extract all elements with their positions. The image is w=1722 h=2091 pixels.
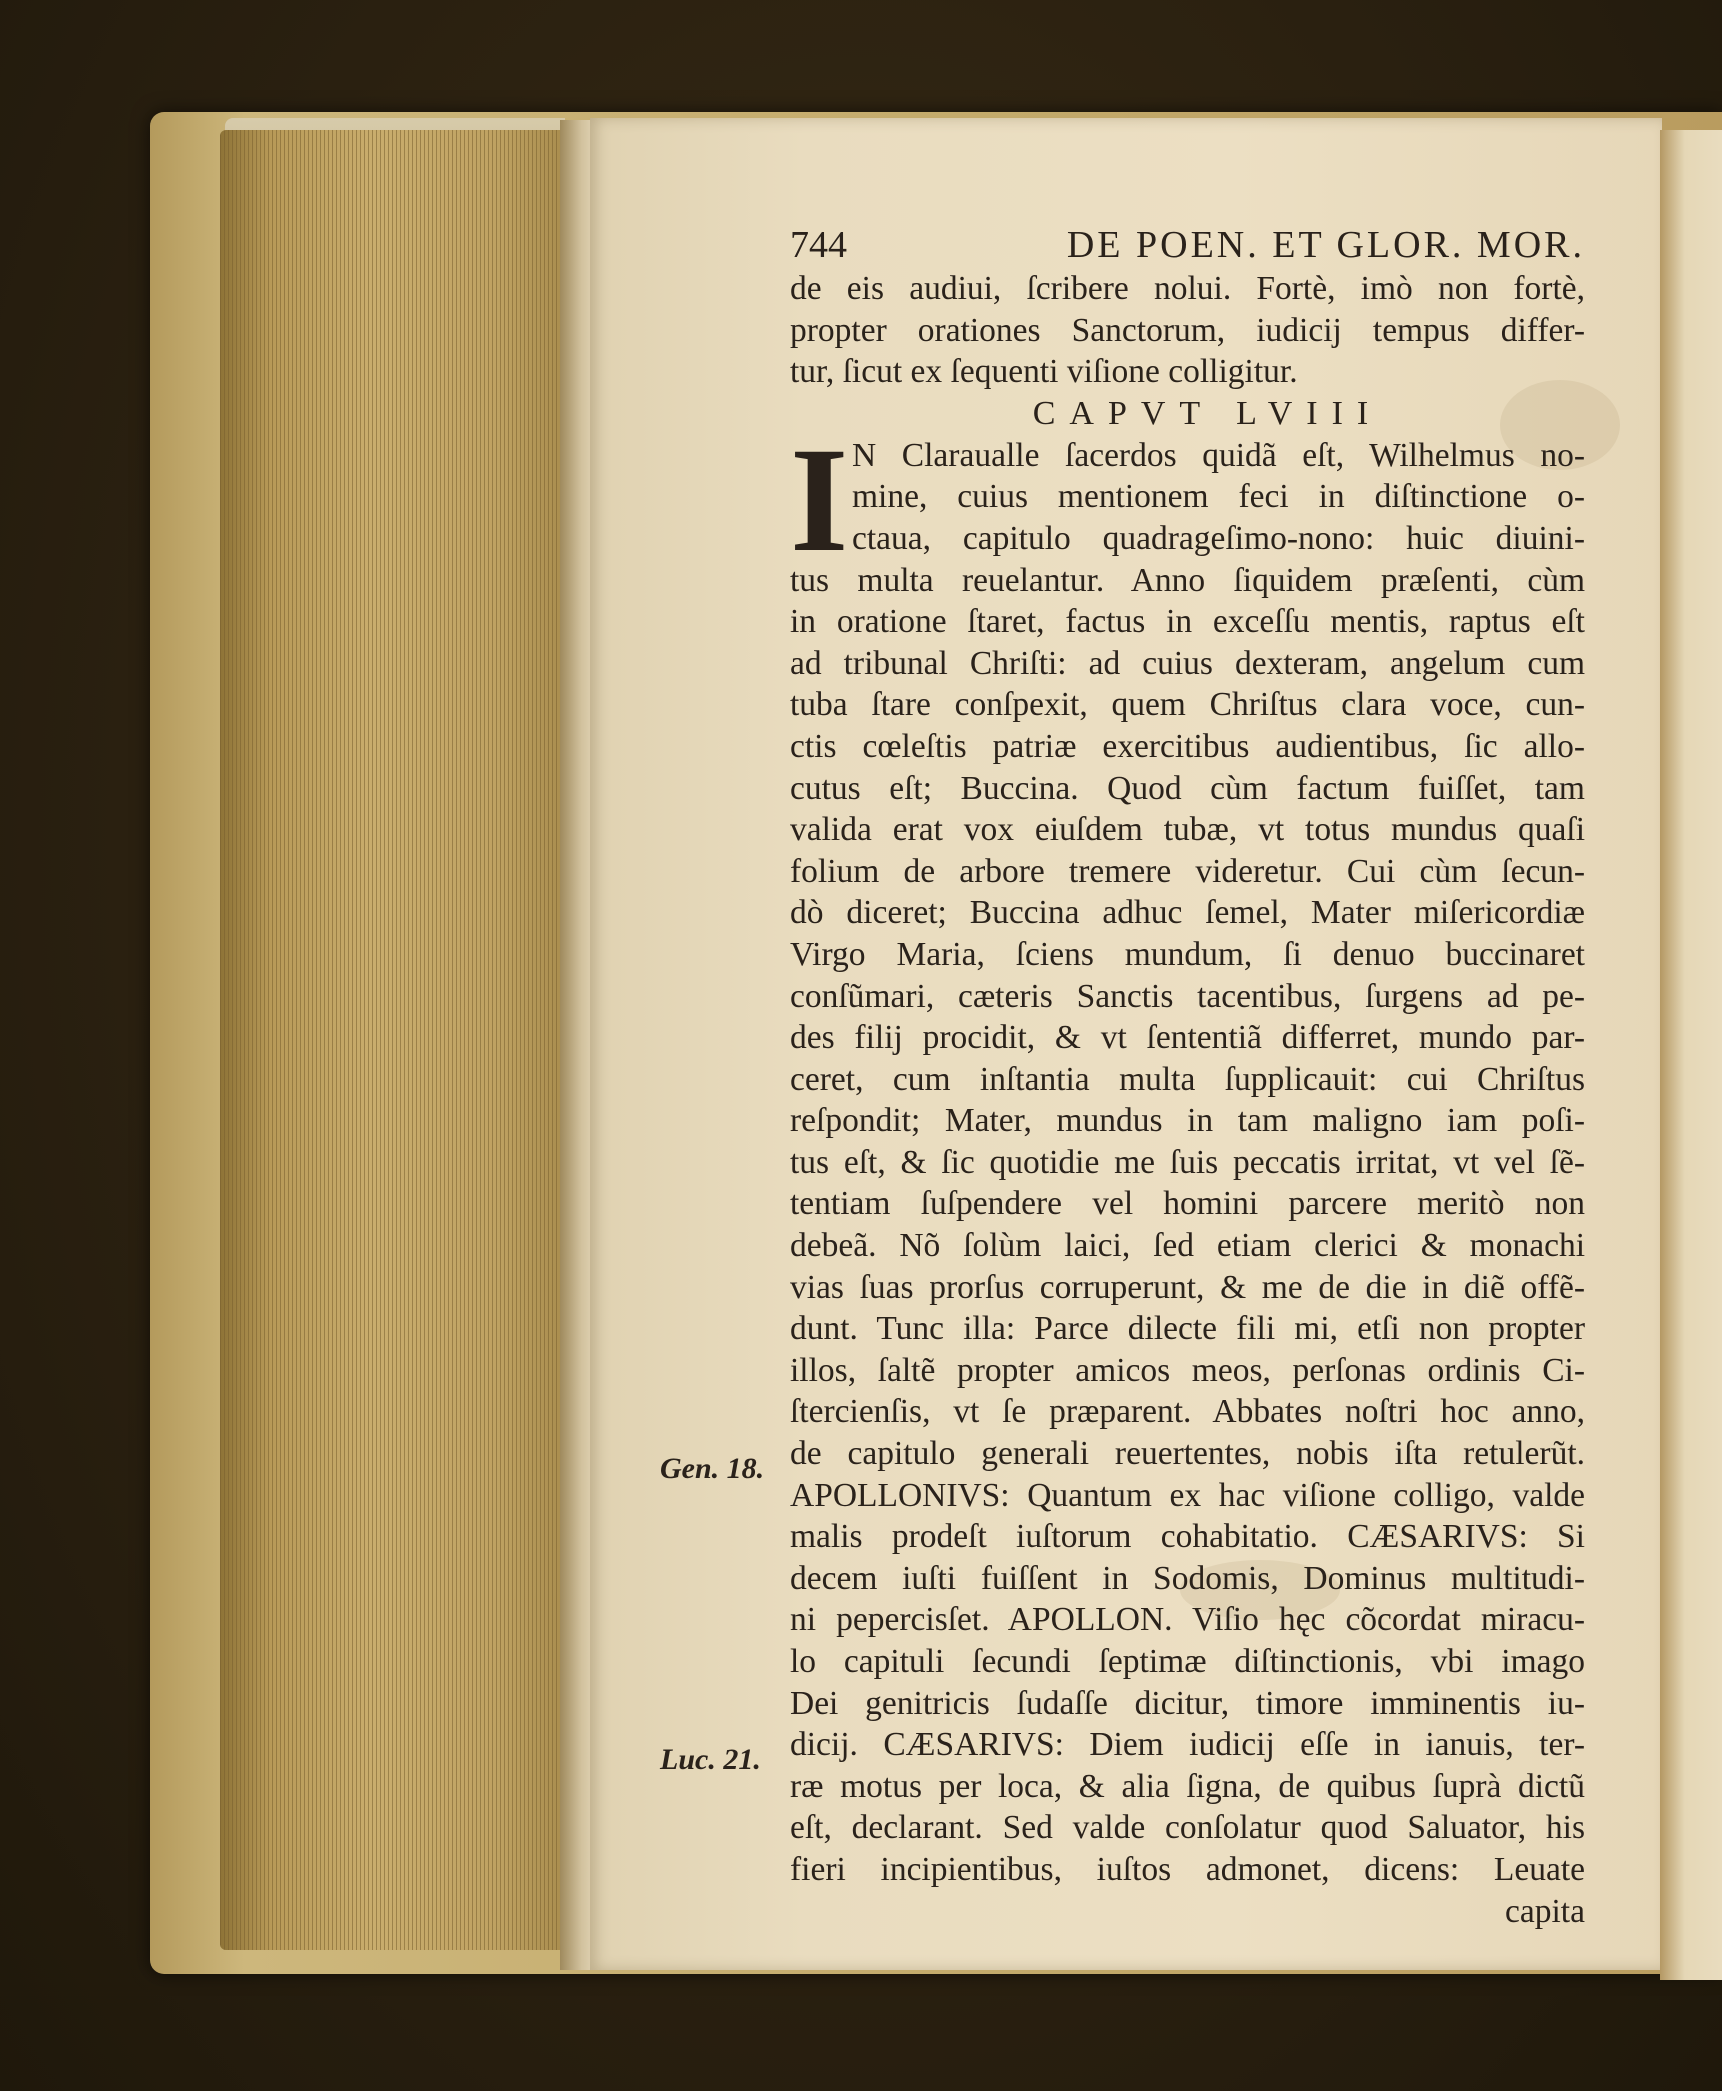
text-line: de eis audiui, ſcribere nolui. Fortè, imò non fortè, (790, 270, 1585, 307)
text-line: tur, ſicut ex ſequenti viſione colligitur. (790, 353, 1298, 391)
text-line: dunt. Tunc illa: Parce dilecte fili mi, etſi non propter (790, 1310, 1585, 1348)
running-head (790, 222, 1585, 268)
margin-note-gen: Gen. 18. (660, 1452, 765, 1485)
text-line: ni pepercisſet. APOLLON. Viſio hęc cõcordat miracu- (790, 1601, 1585, 1639)
page-text (790, 222, 1585, 1932)
text-line: ctis cœleſtis patriæ exercitibus audientibus, ſic allo- (790, 727, 1585, 765)
text-line: N Claraualle ſacerdos quidã eſt, Wilhelmus no- (852, 436, 1585, 474)
text-line: illos, ſaltẽ propter amicos meos, perſonas ordinis Ci- (790, 1351, 1585, 1389)
text-line: dò diceret; Buccina adhuc ſemel, Mater miſericordiæ (790, 894, 1585, 932)
text-line: de capitulo generali reuertentes, nobis iſta retulerũt. (790, 1435, 1585, 1473)
text-line: ceret, cum inſtantia multa ſupplicauit: cui Chriſtus (790, 1060, 1585, 1098)
margin-note-luc: Luc. 21. (660, 1743, 761, 1776)
text-line: tus eſt, & ſic quotidie me ſuis peccatis irritat, vt vel ſẽ- (790, 1143, 1585, 1181)
text-line: des filij procidit, & vt ſententiã differret, mundo par- (790, 1019, 1585, 1057)
text-line: ræ motus per loca, & alia ſigna, de quibus ſuprà dictũ (790, 1767, 1585, 1805)
catchword: capita (1505, 1892, 1585, 1930)
page-number: 744 (790, 224, 847, 266)
text-line: ctaua, capitulo quadrageſimo-nono: huic diuini- (852, 519, 1585, 557)
text-line: Virgo Maria, ſciens mundum, ſi denuo buccinaret (790, 935, 1585, 973)
text-line: tuba ſtare conſpexit, quem Chriſtus clara voce, cun- (790, 686, 1585, 724)
text-line: tentiam ſuſpendere vel homini parcere meritò non (790, 1185, 1585, 1223)
running-title: DE POEN. ET GLOR. MOR. (1066, 224, 1585, 266)
text-line: reſpondit; Mater, mundus in tam maligno iam poſi- (790, 1102, 1585, 1140)
text-line: mine, cuius mentionem feci in diſtinctione o- (852, 478, 1585, 516)
drop-cap: I (790, 416, 849, 583)
facing-page-edge (1660, 130, 1722, 1980)
text-line: ſtercienſis, vt ſe præparent. Abbates noſtri hoc anno, (790, 1393, 1585, 1431)
text-line: APOLLONIVS: Quantum ex hac viſione colligo, valde (790, 1476, 1585, 1514)
text-line: fieri incipientibus, iuſtos admonet, dicens: Leuate (790, 1850, 1585, 1888)
text-line: Dei genitricis ſudaſſe dicitur, timore imminentis iu- (790, 1684, 1585, 1722)
text-line: dicij. CÆSARIVS: Diem iudicij eſſe in ianuis, ter- (790, 1726, 1585, 1764)
text-line: valida erat vox eiuſdem tubæ, vt totus mundus quaſi (790, 811, 1585, 849)
text-line: tus multa reuelantur. Anno ſiquidem præſenti, cùm (790, 561, 1585, 599)
text-line: conſũmari, cæteris Sanctis tacentibus, ſurgens ad pe- (790, 977, 1585, 1015)
text-line: lo capituli ſecundi ſeptimæ diſtinctionis, vbi imago (790, 1643, 1585, 1680)
text-line: decem iuſti fuiſſent in Sodomis, Dominus multitudi- (790, 1559, 1585, 1597)
text-line: eſt, declarant. Sed valde conſolatur quod Saluator, his (790, 1809, 1585, 1847)
text-line: debeã. Nõ ſolùm laici, ſed etiam clerici & monachi (790, 1227, 1585, 1265)
text-line: propter orationes Sanctorum, iudicij tempus differ- (790, 311, 1585, 349)
page-block-edge (220, 130, 565, 1950)
text-line: folium de arbore tremere videretur. Cui cùm ſecun- (790, 852, 1585, 890)
text-line: ad tribunal Chriſti: ad cuius dexteram, angelum cum (790, 644, 1585, 682)
text-line: vias ſuas prorſus corruperunt, & me de die in diẽ offẽ- (790, 1268, 1585, 1306)
text-line: cutus eſt; Buccina. Quod cùm factum fuiſſet, tam (790, 769, 1585, 807)
text-line: malis prodeſt iuſtorum cohabitatio. CÆSARIVS: Si (790, 1518, 1585, 1556)
text-line: in oratione ſtaret, factus in exceſſu mentis, raptus eſt (790, 603, 1585, 641)
body-text (790, 560, 1585, 1891)
chapter-heading: CAPVT LVIII (1032, 394, 1383, 432)
